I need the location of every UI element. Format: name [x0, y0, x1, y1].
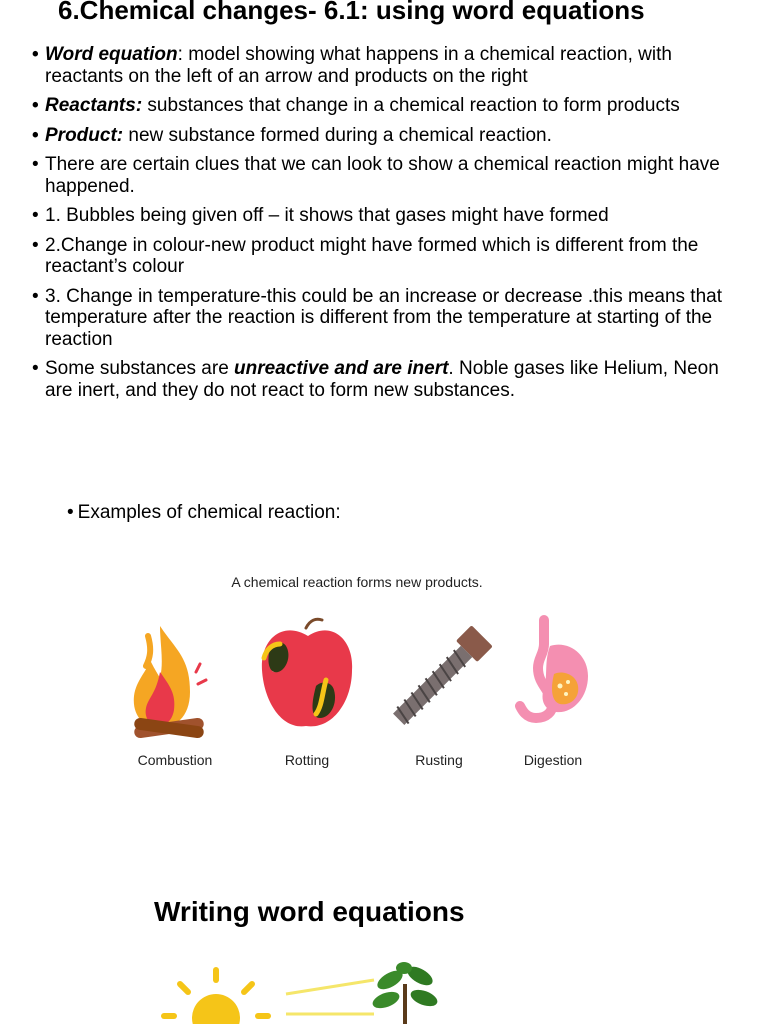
bullet-product	[32, 125, 742, 147]
figure-label-combustion: Combustion	[137, 752, 213, 768]
bullet-word-equation	[32, 44, 742, 87]
rusty-bolt-icon	[384, 614, 494, 744]
figure-label-rotting: Rotting	[284, 752, 330, 768]
rotting-apple-icon	[252, 614, 362, 744]
bullet-inert-pre: Some substances are	[45, 358, 235, 379]
plant-icon	[370, 962, 439, 1024]
figure-label-rusting: Rusting	[415, 752, 463, 768]
figure-label-digestion: Digestion	[523, 752, 583, 768]
figure-item-rotting	[252, 614, 362, 768]
sunlight-ray	[286, 980, 374, 994]
campfire-icon	[120, 614, 230, 744]
page-title: 6.Chemical changes- 6.1: using word equations	[58, 0, 645, 25]
bullet-bubbles	[32, 205, 742, 227]
bullet-temperature	[32, 286, 742, 351]
bullet-inert	[32, 358, 742, 401]
bullet-bubbles-text: 1. Bubbles being given off – it shows that gases might have formed	[45, 205, 609, 226]
figure-item-digestion	[498, 614, 608, 768]
bullet-temperature-text: 3. Change in temperature-this could be an increase or decrease .this means that temperature after the reaction is different from the temperature at starting of the reaction	[45, 285, 722, 350]
bullet-inert-emphasis: unreactive and are inert	[234, 358, 449, 379]
definition-word-equation: : model showing what happens in a chemical reaction, with reactants on the left of an arrow and products on the right	[45, 44, 672, 87]
sun-icon	[164, 970, 268, 1024]
section-subheading: Writing word equations	[154, 896, 465, 927]
figure-item-combustion	[120, 614, 230, 768]
figure-item-rusting	[384, 614, 494, 768]
term-product: Product:	[45, 124, 124, 146]
definition-product: new substance formed during a chemical reaction.	[123, 124, 552, 146]
definition-reactants: substances that change in a chemical reaction to form products	[142, 95, 680, 116]
stomach-icon	[498, 614, 608, 744]
examples-label: • Examples of chemical reaction:	[67, 502, 341, 524]
bullet-clues-text: There are certain clues that we can look to show a chemical reaction might have happened.	[45, 154, 720, 197]
bullet-colour-text: 2.Change in colour-new product might have formed which is different from the reactant’s colour	[45, 234, 699, 277]
bullet-inert-post: . Noble gases like Helium, Neon are inert, and they do not react to form new substances.	[45, 358, 719, 401]
chemical-reaction-figure	[120, 556, 610, 792]
term-reactants: Reactants:	[45, 95, 143, 116]
term-word-equation: Word equation	[45, 44, 178, 65]
bullet-colour	[32, 235, 742, 278]
bullet-list	[32, 44, 742, 409]
bullet-clues	[32, 154, 742, 197]
bullet-reactants	[32, 95, 742, 117]
figure-caption: A chemical reaction forms new products.	[231, 574, 483, 590]
photosynthesis-figure	[160, 960, 630, 1024]
